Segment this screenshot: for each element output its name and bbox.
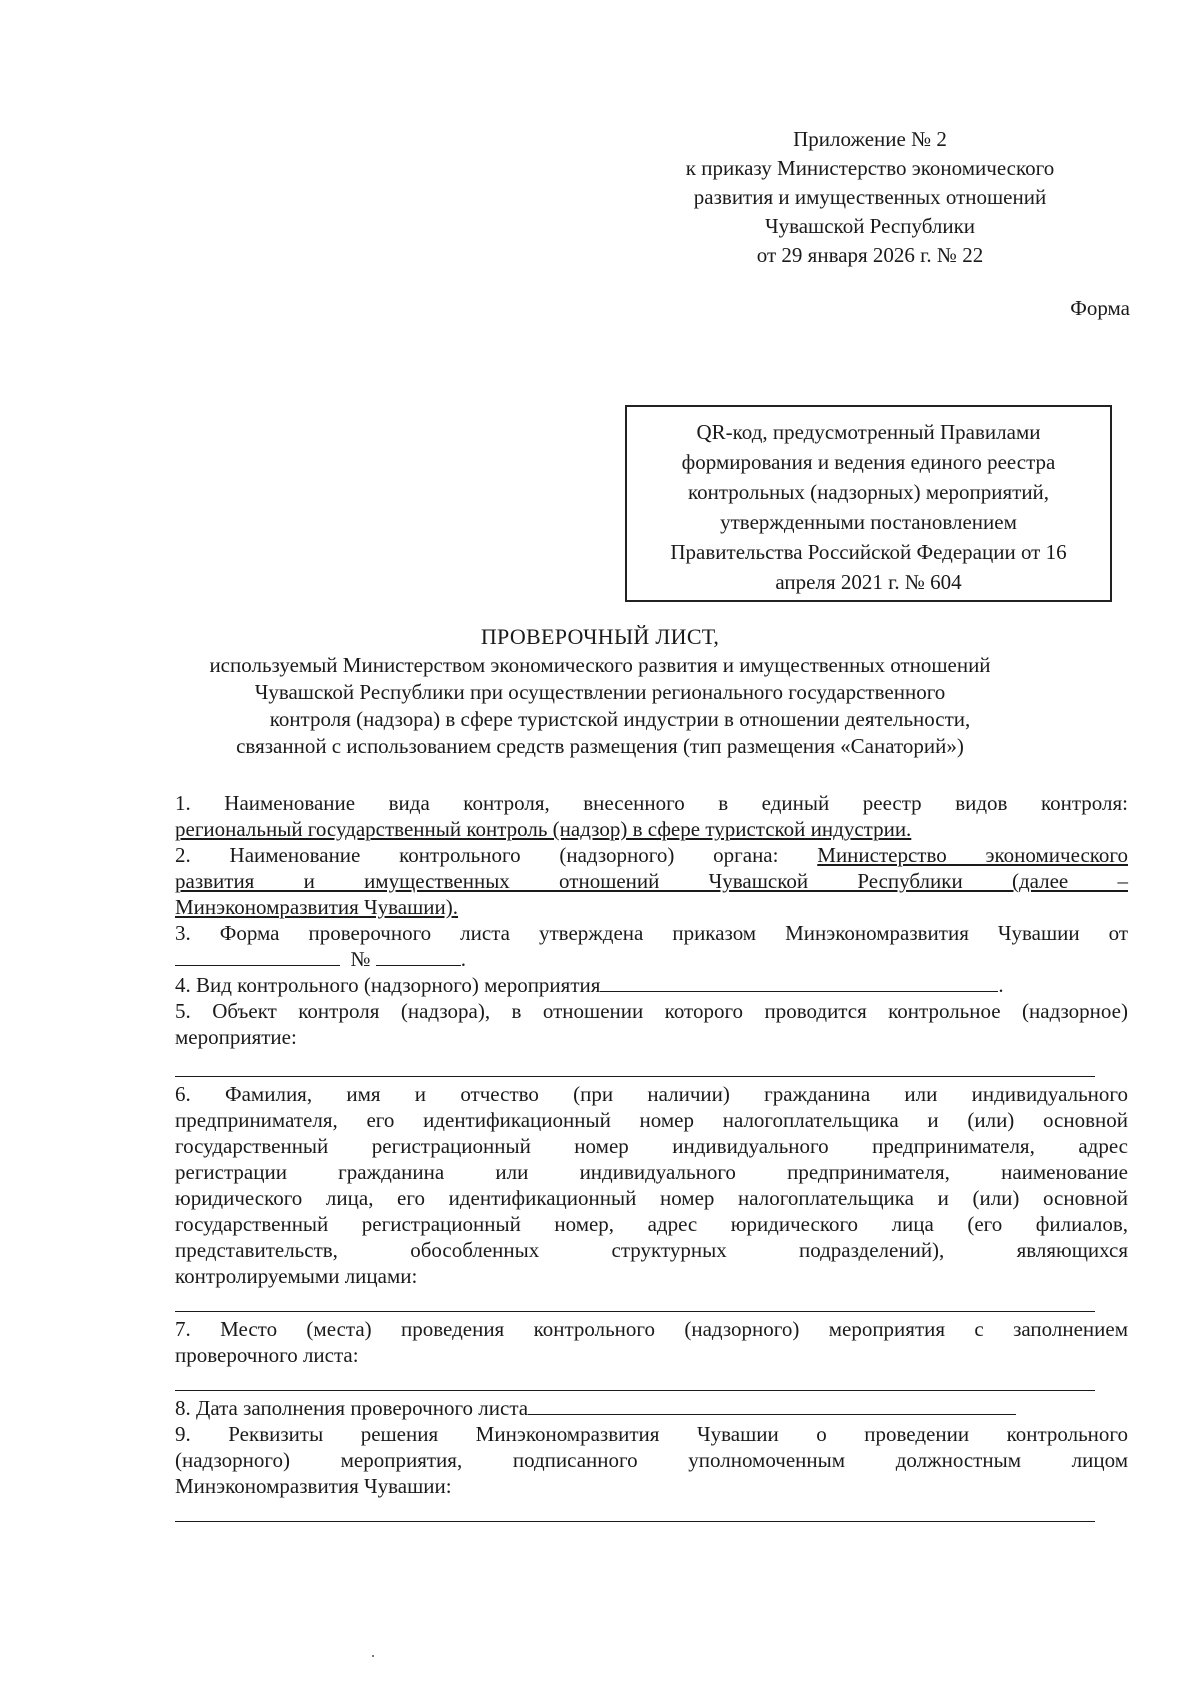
item-3-end: . xyxy=(460,947,467,971)
appendix-header xyxy=(640,125,1100,270)
event-type-blank[interactable] xyxy=(600,973,998,992)
qr-box-line: Правительства Российской Федерации от 16 xyxy=(670,540,1067,564)
qr-box-line: контрольных (надзорных) мероприятий, xyxy=(687,480,1050,504)
item-6-line: юридического лица, его идентификационный номер налогоплательщика и (или) основной xyxy=(175,1186,1128,1210)
item-6-line: контролируемыми лицами: xyxy=(175,1264,418,1288)
appendix-line: Приложение № 2 xyxy=(793,127,947,151)
item-5-line: мероприятие: xyxy=(175,1025,297,1049)
scan-speck xyxy=(372,1655,374,1657)
item-3-fields xyxy=(175,946,1128,972)
subtitle-line: контроля (надзора) в сфере туристской индустрии в отношении деятельности, xyxy=(269,707,971,731)
form-body xyxy=(175,790,1128,1522)
item-4-label: 4. Вид контрольного (надзорного) мероприятия xyxy=(175,973,601,997)
item-1-control-type: региональный государственный контроль (надзор) в сфере туристской индустрии. xyxy=(175,817,912,841)
form-label: Форма xyxy=(1070,296,1130,320)
item-4-line xyxy=(175,972,1128,998)
qr-box-line: формирования и ведения единого реестра xyxy=(681,450,1056,474)
document-title: ПРОВЕРОЧНЫЙ ЛИСТ, xyxy=(480,624,720,649)
qr-box-line: апреля 2021 г. № 604 xyxy=(775,570,962,594)
item-9-line: Минэкономразвития Чувашии: xyxy=(175,1474,452,1498)
qr-code-box xyxy=(625,405,1112,602)
item-3-line: 3. Форма проверочного листа утверждена приказом Минэкономразвития Чувашии от xyxy=(175,921,1128,945)
order-date-blank[interactable] xyxy=(175,947,340,966)
item-1-line: 1. Наименование вида контроля, внесенного в единый реестр видов контроля: xyxy=(175,791,1128,815)
item-6-line: 6. Фамилия, имя и отчество (при наличии) гражданина или индивидуального xyxy=(175,1082,1128,1106)
item-6-line: предпринимателя, его идентификационный номер налогоплательщика и (или) основной xyxy=(175,1108,1128,1132)
item-8-label: 8. Дата заполнения проверочного листа xyxy=(175,1396,529,1420)
item-7-line: проверочного листа: xyxy=(175,1343,359,1367)
order-number-blank[interactable] xyxy=(376,947,461,966)
document-subtitle xyxy=(150,652,1050,760)
item-6-line: регистрации гражданина или индивидуального предпринимателя, наименование xyxy=(175,1160,1128,1184)
appendix-line: развития и имущественных отношений xyxy=(693,185,1047,209)
item-9-line: 9. Реквизиты решения Минэкономразвития Чувашии о проведении контрольного xyxy=(175,1422,1128,1446)
appendix-line: Чувашской Республики xyxy=(764,214,976,238)
item-2-organ-line: Минэкономразвития Чувашии). xyxy=(175,895,459,919)
item-4-end: . xyxy=(998,973,1004,997)
item-7-line: 7. Место (места) проведения контрольного (надзорного) мероприятия с заполнением xyxy=(175,1317,1128,1341)
item-6-line: государственный регистрационный номер, адрес юридического лица (его филиалов, xyxy=(175,1212,1128,1236)
item-6-line: государственный регистрационный номер индивидуального предпринимателя, адрес xyxy=(175,1134,1128,1158)
item-2-line xyxy=(175,842,1128,868)
item-5-line: 5. Объект контроля (надзора), в отношении которого проводится контрольное (надзорное) xyxy=(175,999,1128,1023)
decision-details-blank[interactable] xyxy=(175,1521,1095,1522)
item-2-organ-line: развития и имущественных отношений Чувашской Республики (далее – xyxy=(175,869,1128,893)
item-2-prefix: 2. Наименование контрольного (надзорного) органа: xyxy=(175,843,818,867)
appendix-line: к приказу Министерство экономического xyxy=(685,156,1055,180)
subtitle-line: Чувашской Республики при осуществлении регионального государственного xyxy=(254,680,946,704)
qr-box-line: QR-код, предусмотренный Правилами xyxy=(696,420,1041,444)
subtitle-line: связанной с использованием средств размещения (тип размещения «Санаторий») xyxy=(236,734,964,758)
qr-box-line: утвержденными постановлением xyxy=(720,510,1017,534)
appendix-line: от 29 января 2026 г. № 22 xyxy=(756,243,984,267)
document-heading xyxy=(150,622,1050,760)
subtitle-line: используемый Министерством экономического развития и имущественных отношений xyxy=(209,653,991,677)
item-6-line: представительств, обособленных структурных подразделений), являющихся xyxy=(175,1238,1128,1262)
item-2-organ: Министерство экономического xyxy=(817,843,1128,867)
number-sign: № xyxy=(350,947,371,971)
item-9-line: (надзорного) мероприятия, подписанного уполномоченным должностным лицом xyxy=(175,1448,1128,1472)
item-8-line xyxy=(175,1395,1128,1421)
fill-date-blank[interactable] xyxy=(528,1396,1016,1415)
